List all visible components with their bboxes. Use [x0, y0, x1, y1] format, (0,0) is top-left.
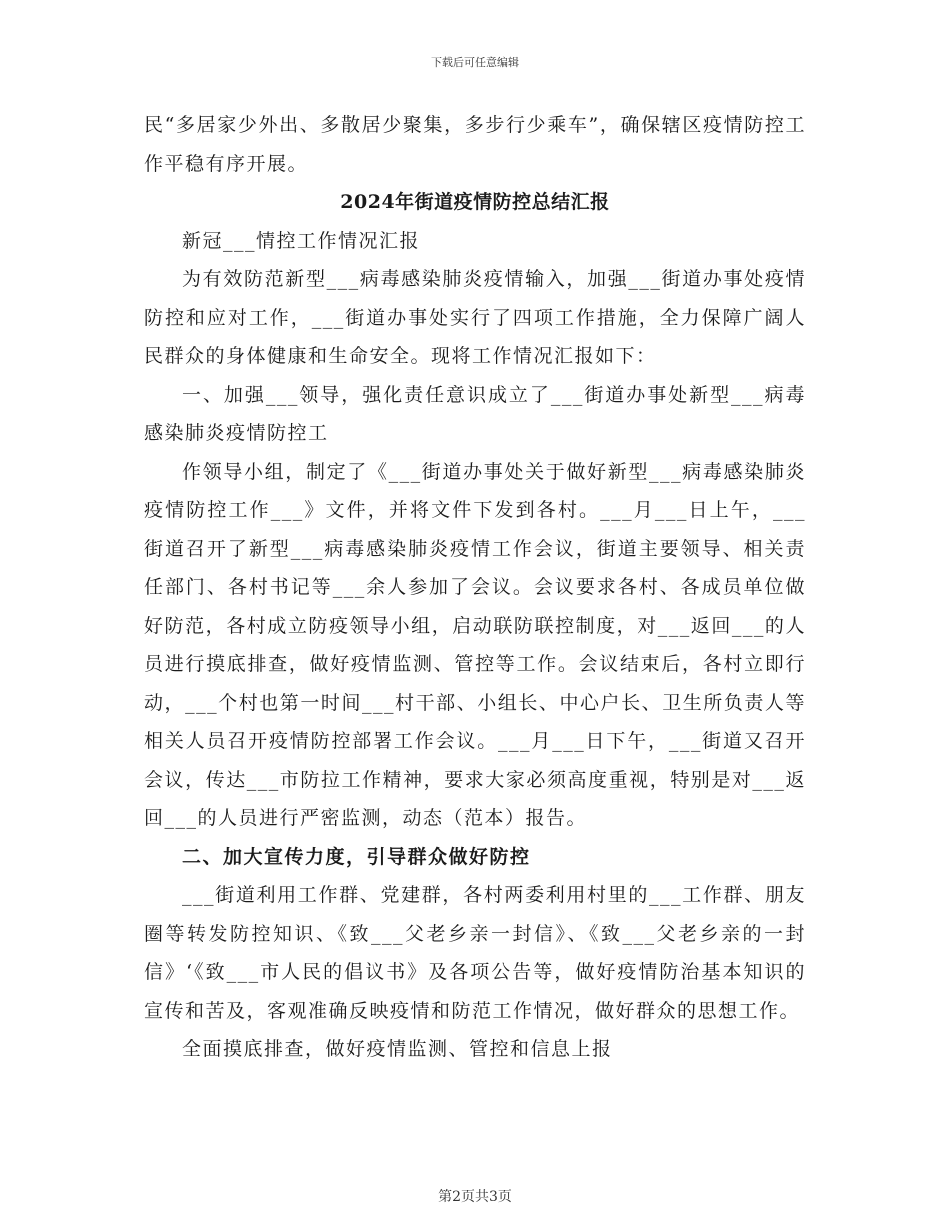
section-two-heading: 二、加大宣传力度，引导群众做好防控 [182, 845, 531, 868]
document-subtitle: 新冠___情控工作情况汇报 [182, 229, 421, 252]
page-header: 下载后可任意编辑 [431, 56, 519, 69]
document-body [144, 106, 806, 1069]
continued-paragraph: 民“多居家少外出、多散居少聚集，多步行少乘车”，确保辖区疫情防控工作平稳有序开展。 [144, 114, 806, 175]
work-group-paragraph: 作领导小组，制定了《___街道办事处关于做好新型___病毒感染肺炎疫情防控工作___》文件，并将文件下发到各村。___月___日上午，___街道召开了新型___病毒感染肺炎疫情工作会议，街道主要领导、相关责任部门、各村书记等___余人参加了会议。会议要求各村、各成员单位做好防范，各村成立防疫领导小组，启动联防联控制度，对___返回___的人员进行摸底排查，做好疫情监测、管控等工作。会议结束后，各村立即行动，___个村也第一时间___村干部、小组长、中心户长、卫生所负责人等相关人员召开疫情防控部署工作会议。___月___日下午，___街道又召开会议，传达___市防拉工作精神，要求大家必须高度重视，特别是对___返回___的人员进行严密监测，动态（范本）报告。 [144, 460, 806, 829]
screening-paragraph: 全面摸底排查，做好疫情监测、管控和信息上报 [182, 1038, 613, 1060]
section-one-paragraph: 一、加强___领导，强化责任意识成立了___街道办事处新型___病毒感染肺炎疫情防控工 [144, 383, 806, 444]
publicity-paragraph: ___街道利用工作群、党建群，各村两委利用村里的___工作群、朋友圈等转发防控知识、《致___父老乡亲一封信》、《致___父老乡亲的一封信》‘《致___市人民的倡议书》及各项公告等，做好疫情防治基本知识的宣传和苦及，客观准确反映疫情和防范工作情况，做好群众的思想工作。 [144, 884, 806, 1022]
intro-paragraph: 为有效防范新型___病毒感染肺炎疫情输入，加强___街道办事处疫情防控和应对工作，___街道办事处实行了四项工作措施，全力保障广阔人民群众的身体健康和生命安全。现将工作情况汇报如下： [144, 268, 806, 367]
page-footer: 第2页共3页 [438, 1189, 512, 1205]
document-title: 2024年街道疫情防控总结汇报 [340, 191, 610, 213]
